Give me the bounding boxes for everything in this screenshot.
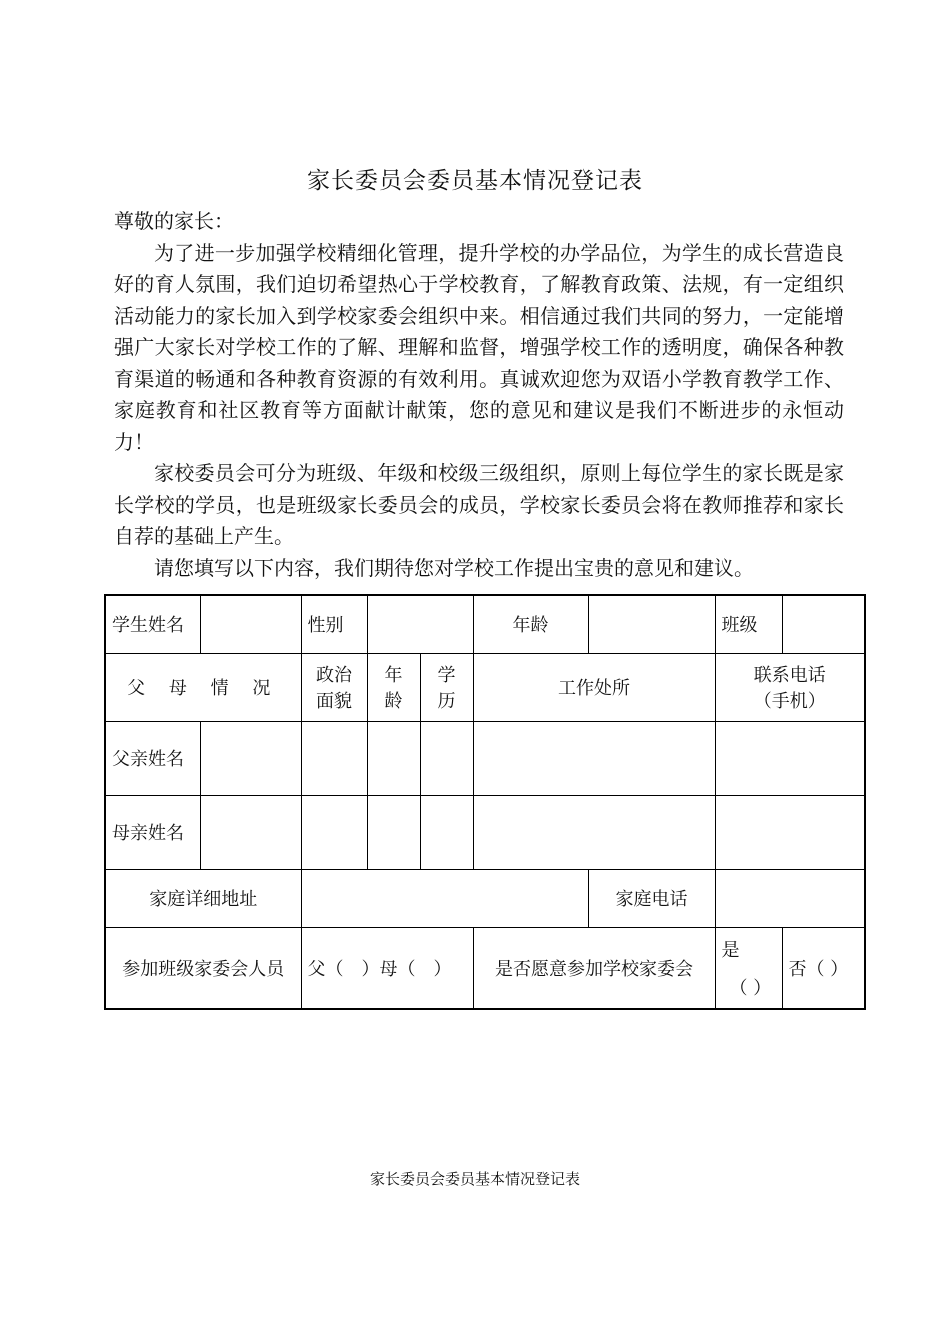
committee-member-label: 参加班级家委会人员 (105, 927, 301, 1009)
parents-header-row (105, 653, 865, 721)
home-phone-field[interactable] (715, 869, 865, 927)
mother-age-field[interactable] (367, 795, 420, 869)
father-name-label: 父亲姓名 (105, 721, 200, 795)
mother-name-field[interactable] (200, 795, 301, 869)
mother-education-field[interactable] (420, 795, 473, 869)
student-name-field[interactable] (200, 595, 301, 653)
workplace-label: 工作处所 (473, 653, 715, 721)
mother-workplace-field[interactable] (473, 795, 715, 869)
class-field[interactable] (782, 595, 865, 653)
father-education-field[interactable] (420, 721, 473, 795)
parent-age-label: 龄 (384, 691, 403, 712)
father-phone-field[interactable] (715, 721, 865, 795)
page-title: 家长委员会委员基本情况登记表 (307, 168, 643, 194)
address-label: 家庭详细地址 (105, 869, 301, 927)
letter-paragraph: 为了进一步加强学校精细化管理，提升学校的办学品位，为学生的成长营造良好的育人氛围，我们迫切希望热心于学校教育，了解教育政策、法规，有一定组织活动能力的家长加入到学校家委会组织中来。相信通过我们共同的努力，一定能增强广大家长对学校工作的了解、理解和监督，增强学校工作的透明度，确保各种教育渠道的畅通和各种教育资源的有效利用。真诚欢迎您为双语小学教育教学工作、家庭教育和社区教育等方面献计献策，您的意见和建议是我们不断进步的永恒动力！ (114, 240, 844, 454)
parent-age-header (367, 653, 420, 721)
page-footer: 家长委员会委员基本情况登记表 (369, 1170, 580, 1188)
political-status-label: 政治 (316, 665, 352, 686)
home-phone-label: 家庭电话 (588, 869, 715, 927)
parent-age-label: 年 (384, 665, 403, 686)
mother-phone-field[interactable] (715, 795, 865, 869)
address-field[interactable] (301, 869, 588, 927)
address-row (105, 869, 865, 927)
father-workplace-field[interactable] (473, 721, 715, 795)
political-status-header (301, 653, 367, 721)
age-label: 年龄 (473, 595, 588, 653)
student-name-label: 学生姓名 (105, 595, 200, 653)
education-label: 学 (437, 665, 456, 686)
father-row (105, 721, 865, 795)
father-age-field[interactable] (367, 721, 420, 795)
father-political-field[interactable] (301, 721, 367, 795)
registration-form (104, 594, 866, 1010)
father-mother-choice[interactable]: 父（ ）母（ ） (301, 927, 473, 1009)
yes-bracket: （ ） (729, 977, 772, 999)
father-name-field[interactable] (200, 721, 301, 795)
phone-label: （手机） (753, 691, 826, 712)
age-field[interactable] (588, 595, 715, 653)
committee-row (105, 927, 865, 1009)
greeting: 尊敬的家长： (114, 209, 234, 233)
parents-info-label: 父 母 情 况 (105, 653, 301, 721)
political-status-label: 面貌 (316, 691, 352, 712)
mother-name-label: 母亲姓名 (105, 795, 200, 869)
education-label: 历 (437, 691, 456, 712)
mother-row (105, 795, 865, 869)
education-header (420, 653, 473, 721)
class-label: 班级 (715, 595, 782, 653)
letter-paragraph: 请您填写以下内容，我们期待您对学校工作提出宝贵的意见和建议。 (154, 555, 754, 580)
intro-letter (114, 206, 844, 584)
yes-option[interactable] (715, 927, 782, 1009)
no-option[interactable]: 否（ ） (782, 927, 865, 1009)
mother-political-field[interactable] (301, 795, 367, 869)
gender-field[interactable] (367, 595, 473, 653)
letter-paragraph: 家校委员会可分为班级、年级和校级三级组织，原则上每位学生的家长既是家长学校的学员，也是班级家长委员会的成员，学校家长委员会将在教师推荐和家长自荐的基础上产生。 (114, 461, 844, 548)
student-row (105, 595, 865, 653)
willing-label: 是否愿意参加学校家委会 (473, 927, 715, 1009)
gender-label: 性别 (301, 595, 367, 653)
phone-header (715, 653, 865, 721)
phone-label: 联系电话 (753, 665, 826, 686)
yes-label: 是 (721, 939, 740, 961)
